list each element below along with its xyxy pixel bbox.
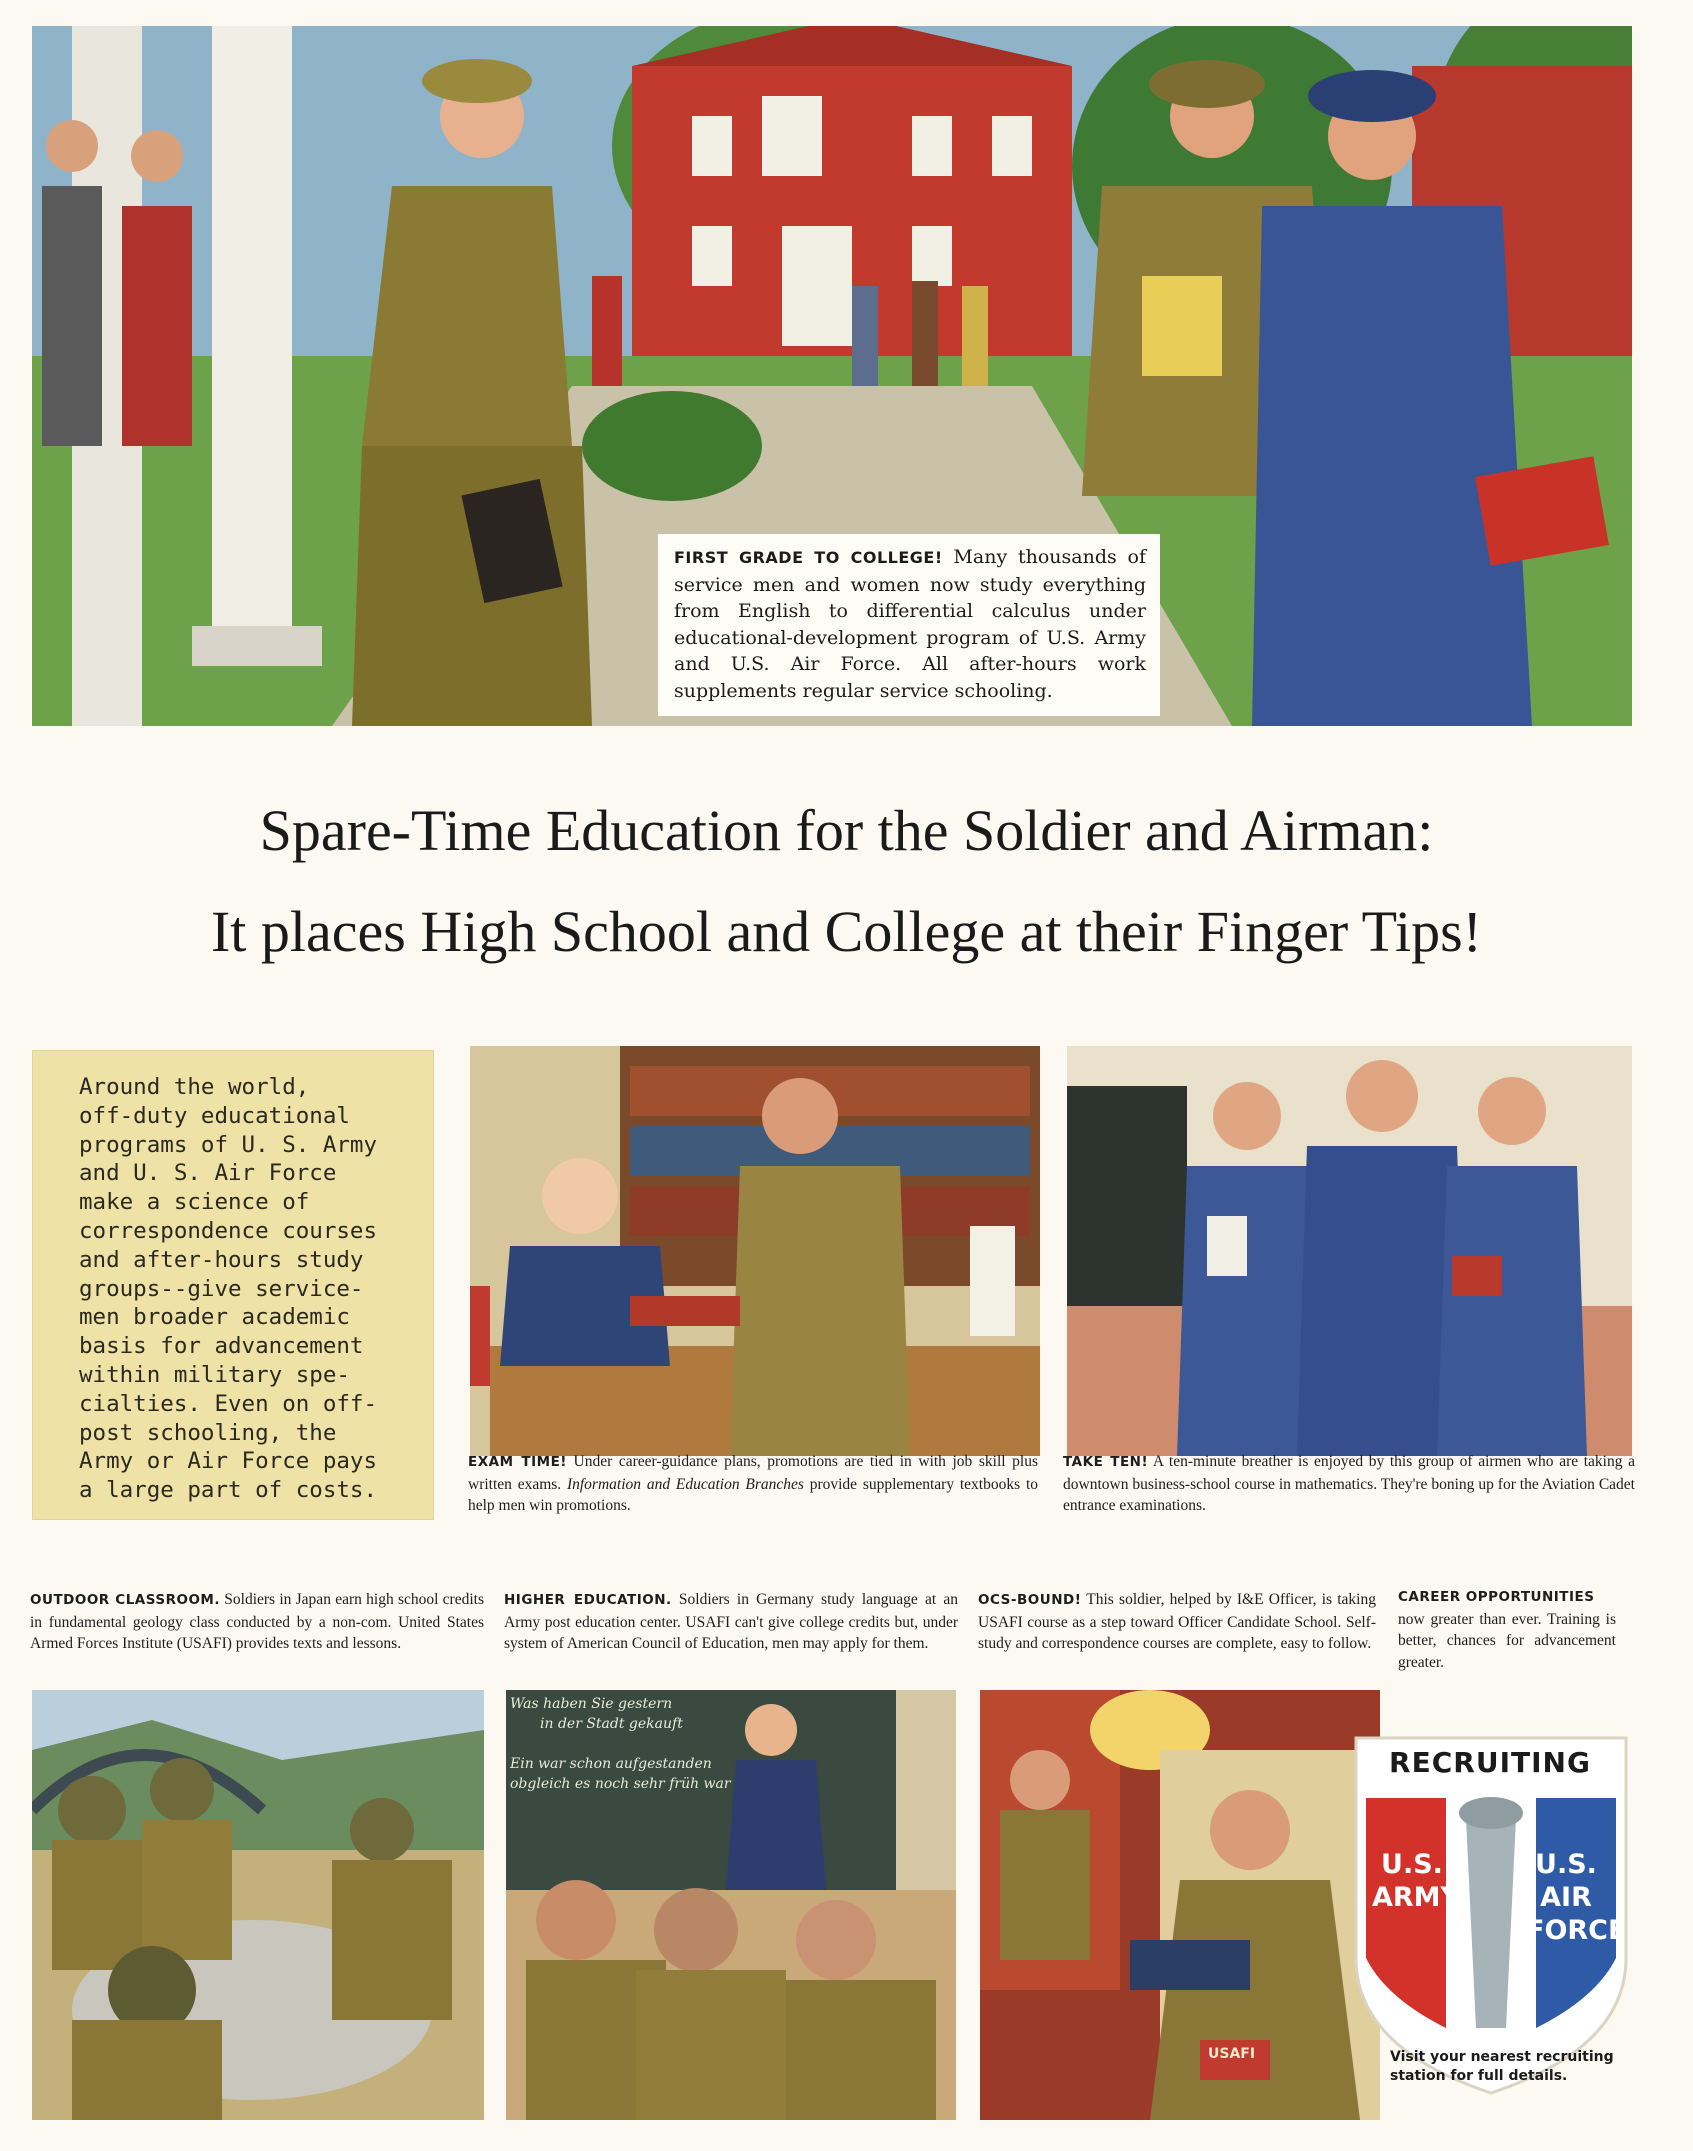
recruiting-visit-text: Visit your nearest recruiting station for full details. xyxy=(1390,2049,1614,2084)
hero-caption-body: Many thousands of service men and women now study everything from English to differential calculus under educational-development program of U.S. Army and U.S. Air Force. All after-hours work supplements regular service schooling. xyxy=(674,546,1146,702)
higher-education-head: HIGHER EDUCATION. xyxy=(504,1592,672,1608)
exam-time-caption xyxy=(468,1451,1038,1517)
chalk-line-1: Was haben Sie gestern xyxy=(510,1696,673,1712)
hero-illustration xyxy=(32,26,1632,726)
outdoor-classroom-body: Soldiers in Japan earn high school credits in fundamental geology class conducted by a non-com. United States Armed Forces Institute (USAFI) provides texts and lessons. xyxy=(30,1591,484,1652)
recruiting-shield xyxy=(1346,1728,1636,2098)
higher-education-body: Soldiers in Germany study language at an Army post education center. USAFI can't give college credits but, under system of American Council of Education, men may apply for them. xyxy=(504,1591,958,1652)
ocs-bound-head: OCS-BOUND! xyxy=(978,1592,1082,1608)
exam-time-body-2: provide supplementary textbooks to help men win promotions. xyxy=(468,1475,1038,1514)
exam-time-body-italic: Information and Education Branches xyxy=(566,1475,804,1493)
ocs-bound-body: This soldier, helped by I&E Officer, is taking USAFI course as a step toward Officer Candidate School. Self-study and correspondence courses are complete, easy to follow. xyxy=(978,1591,1376,1652)
shield-airforce-label: U.S. AIR FORCE xyxy=(1526,1849,1627,1946)
outdoor-classroom-caption xyxy=(30,1589,484,1655)
take-ten-body: A ten-minute breather is enjoyed by this group of airmen who are taking a downtown business-school course in mathematics. They're boning up for the Aviation Cadet entrance examinations. xyxy=(1063,1453,1635,1514)
career-opportunities-caption xyxy=(1398,1587,1616,1673)
exam-time-illustration xyxy=(470,1046,1040,1456)
chalk-line-2: in der Stadt gekauft xyxy=(540,1716,683,1732)
shield-title: RECRUITING xyxy=(1389,1746,1591,1779)
usafi-book-label: USAFI xyxy=(1208,2046,1256,2062)
headline-line-1: Spare-Time Education for the Soldier and Airman: xyxy=(259,798,1434,863)
ocs-bound-caption xyxy=(978,1589,1376,1655)
shield-army-label: U.S. ARMY xyxy=(1372,1849,1461,1913)
outdoor-classroom-illustration xyxy=(32,1690,484,2120)
intro-text-box: Around the world, off-duty educational programs of U. S. Army and U. S. Air Force make a science of correspondence courses and after-hours study groups--give service- men broader academic basis for advancement within military spe- cialties. Even on off- post schooling, the Army or Air Force pays a large part of costs. xyxy=(32,1050,434,1520)
career-opportunities-body: now greater than ever. Training is better, chances for advancement greater. xyxy=(1398,1610,1616,1671)
chalk-line-3: Ein war schon aufgestanden xyxy=(510,1756,712,1772)
career-opportunities-head: CAREER OPPORTUNITIES xyxy=(1398,1589,1595,1605)
chalk-line-4: obgleich es noch sehr früh war xyxy=(510,1776,731,1792)
higher-education-caption xyxy=(504,1589,958,1655)
hero-caption xyxy=(658,534,1160,716)
hero-caption-head: FIRST GRADE TO COLLEGE! xyxy=(674,548,943,567)
exam-time-body-1: Under career-guidance plans, promotions are tied in with job skill plus written exams. xyxy=(468,1453,1039,1493)
ocs-bound-illustration xyxy=(980,1690,1380,2120)
higher-education-illustration xyxy=(506,1690,956,2120)
take-ten-head: TAKE TEN! xyxy=(1063,1454,1149,1470)
chalkboard-text xyxy=(510,1694,890,1794)
headline-line-2: It places High School and College at their Finger Tips! xyxy=(210,899,1482,964)
exam-time-head: EXAM TIME! xyxy=(468,1454,567,1470)
take-ten-caption xyxy=(1063,1451,1635,1517)
take-ten-illustration xyxy=(1067,1046,1632,1456)
outdoor-classroom-head: OUTDOOR CLASSROOM. xyxy=(30,1592,220,1608)
